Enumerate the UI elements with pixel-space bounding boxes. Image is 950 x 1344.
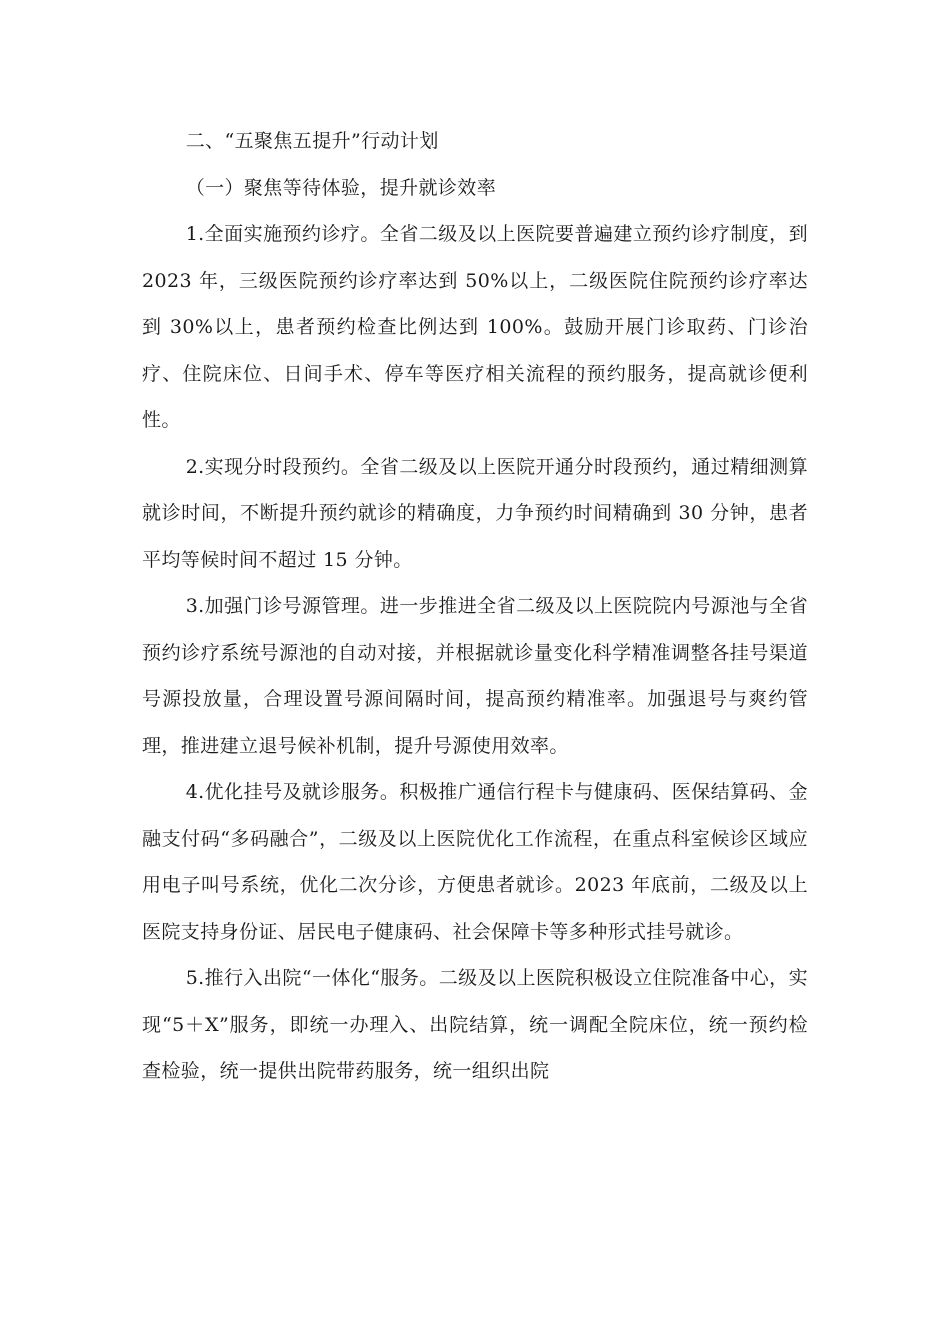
paragraph-1: 1.全面实施预约诊疗。全省二级及以上医院要普遍建立预约诊疗制度，到 2023 年，三级医院预约诊疗率达到 50%以上，二级医院住院预约诊疗率达到 30%以上，患者预约检查比例达到 100%。鼓励开展门诊取药、门诊治疗、住院床位、日间手术、停车等医疗相关流程的预约服务，提高就诊便利性。 (142, 223, 808, 431)
paragraph-3: 3.加强门诊号源管理。进一步推进全省二级及以上医院院内号源池与全省预约诊疗系统号源池的自动对接，并根据就诊量变化科学精准调整各挂号渠道号源投放量，合理设置号源间隔时间，提高预约精准率。加强退号与爽约管理，推进建立退号候补机制，提升号源使用效率。 (142, 595, 808, 757)
paragraph-2: 2.实现分时段预约。全省二级及以上医院开通分时段预约，通过精细测算就诊时间，不断提升预约就诊的精确度，力争预约时间精确到 30 分钟，患者平均等候时间不超过 15 分钟。 (142, 455, 808, 571)
section-title: 二、“五聚焦五提升”行动计划 (185, 130, 439, 152)
document-body (142, 118, 808, 1095)
subsection-title: （一）聚焦等待体验，提升就诊效率 (185, 176, 497, 199)
paragraph-5: 5.推行入出院“一体化“服务。二级及以上医院积极设立住院准备中心，实现“5＋X”服务，即统一办理入、出院结算，统一调配全院床位，统一预约检查检验，统一提供出院带药服务，统一组织出院 (142, 967, 808, 1082)
paragraph-4: 4.优化挂号及就诊服务。积极推广通信行程卡与健康码、医保结算码、金融支付码“多码融合”，二级及以上医院优化工作流程，在重点科室候诊区域应用电子叫号系统，优化二次分诊，方便患者就诊。2023 年底前，二级及以上医院支持身份证、居民电子健康码、社会保障卡等多种形式挂号就诊。 (142, 781, 808, 943)
